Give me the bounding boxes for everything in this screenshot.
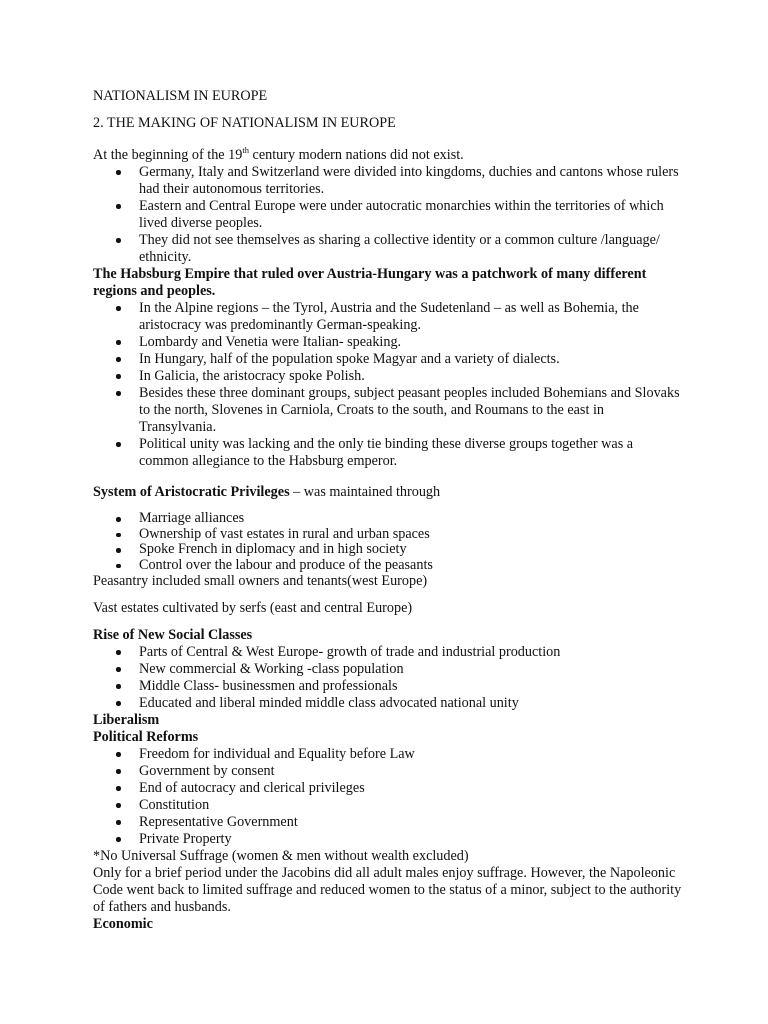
- list-item: Private Property: [93, 831, 683, 848]
- list-item: Representative Government: [93, 814, 683, 831]
- list-item: Lombardy and Venetia were Italian- speaking.: [93, 334, 683, 351]
- list-item: End of autocracy and clerical privileges: [93, 780, 683, 797]
- list-item: In Hungary, half of the population spoke Magyar and a variety of dialects.: [93, 351, 683, 368]
- jacobins-paragraph: Only for a brief period under the Jacobins did all adult males enjoy suffrage. However, the Napoleonic Code went back to limited suffrage and reduced women to the status of a minor, subject to the authority of fathers and husbands.: [93, 865, 682, 915]
- list-item: Middle Class- businessmen and professionals: [93, 678, 683, 695]
- list-item: New commercial & Working -class population: [93, 661, 683, 678]
- peasantry-paragraph: Peasantry included small owners and tenants(west Europe): [93, 573, 428, 589]
- list-item: Besides these three dominant groups, subject peasant peoples included Bohemians and Slovaks to the north, Slovenes in Carniola, Croats to the south, and Roumans to the east in Transylvania.: [93, 385, 683, 436]
- political-reforms-bullet-list: [93, 746, 683, 848]
- list-item: Ownership of vast estates in rural and urban spaces: [93, 527, 683, 543]
- list-item: Eastern and Central Europe were under autocratic monarchies within the territories of which lived diverse peoples.: [93, 198, 683, 232]
- habsburg-bullet-list: [93, 300, 683, 470]
- document-body: [93, 88, 683, 933]
- social-classes-heading: Rise of New Social Classes: [93, 627, 253, 643]
- political-reforms-heading: Political Reforms: [93, 729, 199, 745]
- intro-paragraph: [93, 147, 683, 164]
- list-item: Germany, Italy and Switzerland were divided into kingdoms, duchies and cantons whose rulers had their autonomous territories.: [93, 164, 683, 198]
- document-title: NATIONALISM IN EUROPE: [93, 88, 268, 104]
- aristocratic-heading: [93, 484, 683, 501]
- social-classes-bullet-list: [93, 644, 683, 712]
- list-item: Government by consent: [93, 763, 683, 780]
- list-item: Constitution: [93, 797, 683, 814]
- serfs-paragraph: Vast estates cultivated by serfs (east and central Europe): [93, 600, 413, 616]
- list-item: In the Alpine regions – the Tyrol, Austria and the Sudetenland – as well as Bohemia, the aristocracy was predominantly German-speaking.: [93, 300, 683, 334]
- economic-heading: Economic: [93, 916, 153, 932]
- aristocratic-heading-rest: – was maintained through: [289, 484, 441, 500]
- list-item: Spoke French in diplomacy and in high society: [93, 542, 683, 558]
- list-item: Control over the labour and produce of the peasants: [93, 558, 683, 574]
- list-item: In Galicia, the aristocracy spoke Polish.: [93, 368, 683, 385]
- list-item: Educated and liberal minded middle class advocated national unity: [93, 695, 683, 712]
- section-title: 2. THE MAKING OF NATIONALISM IN EUROPE: [93, 115, 396, 131]
- list-item: They did not see themselves as sharing a collective identity or a common culture /language/ ethnicity.: [93, 232, 683, 266]
- suffrage-note: *No Universal Suffrage (women & men without wealth excluded): [93, 848, 469, 864]
- intro-text-start: At the beginning of the 19: [93, 147, 243, 163]
- intro-bullet-list: [93, 164, 683, 266]
- liberalism-heading: Liberalism: [93, 712, 160, 728]
- list-item: Marriage alliances: [93, 511, 683, 527]
- intro-text-end: century modern nations did not exist.: [248, 147, 464, 163]
- list-item: Political unity was lacking and the only tie binding these diverse groups together was a common allegiance to the Habsburg emperor.: [93, 436, 683, 470]
- habsburg-heading: The Habsburg Empire that ruled over Austria-Hungary was a patchwork of many different regions and peoples.: [93, 266, 647, 299]
- aristocratic-heading-bold: System of Aristocratic Privileges: [93, 484, 290, 500]
- list-item: Freedom for individual and Equality before Law: [93, 746, 683, 763]
- intro-superscript: th: [242, 145, 249, 155]
- list-item: Parts of Central & West Europe- growth of trade and industrial production: [93, 644, 683, 661]
- aristocratic-bullet-list: [93, 511, 683, 573]
